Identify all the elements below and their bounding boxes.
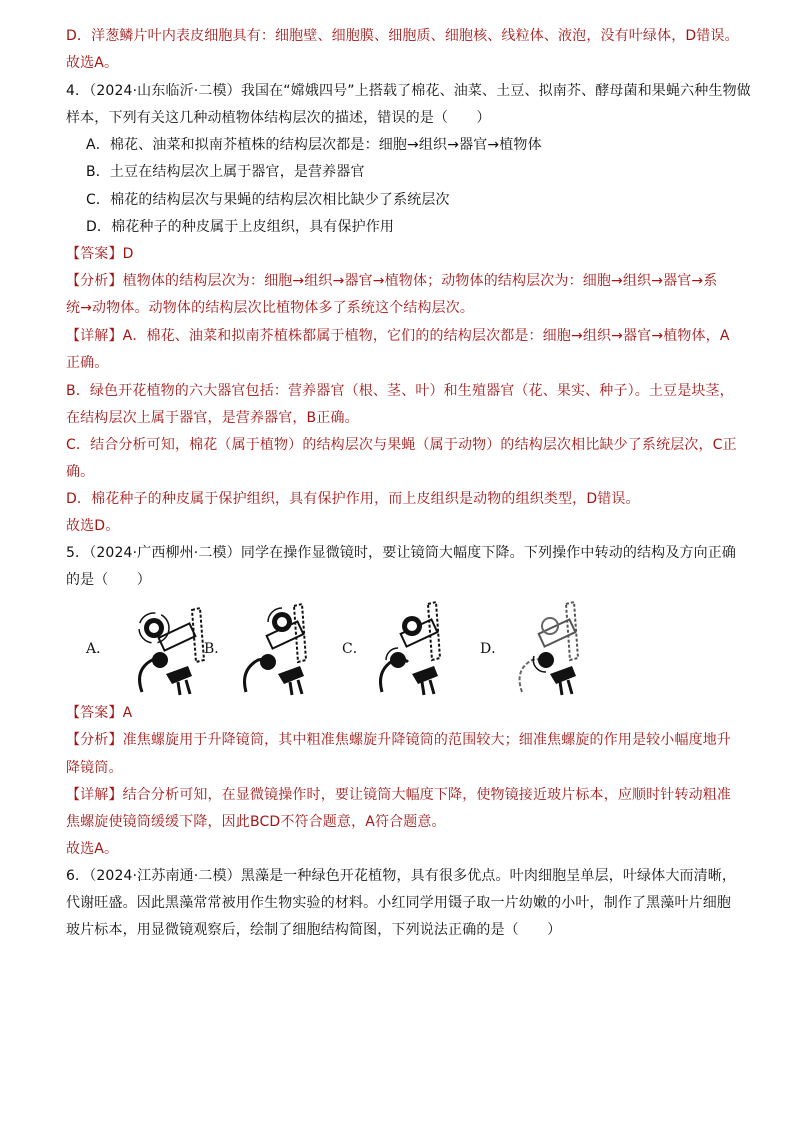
detail: D．棉花种子的种皮属于保护组织，具有保护作用，而上皮组织是动物的组织类型，D错误。 (66, 491, 640, 507)
figure-option-label: B． (204, 641, 229, 657)
analysis: 【分析】植物体的结构层次为：细胞→组织→器官→植物体；动物体的结构层次为：细胞→组织→器官→系 (66, 273, 718, 289)
detail: B．绿色开花植物的六大器官包括：营养器官（根、茎、叶）和生殖器官（花、果实、种子）。土豆是块茎， (66, 383, 734, 399)
detail: 确。 (66, 464, 95, 480)
answer: 【答案】D (66, 246, 134, 262)
figure-option-label: A． (86, 641, 111, 657)
question-4-stem: 样本，下列有关这几种动植物体结构层次的描述，错误的是（ ） (66, 110, 491, 126)
microscope-icon (122, 600, 212, 696)
figure-option-label: D． (480, 641, 506, 657)
detail: 焦螺旋使镜筒缓缓下降，因此BCD不符合题意，A符合题意。 (66, 814, 446, 830)
question-6-stem: 6．（2024·江苏南通·二模）黑藻是一种绿色开花植物，具有很多优点。叶肉细胞呈单层，叶绿体大而清晰， (66, 868, 737, 884)
analysis: 统→动物体。动物体的结构层次比植物体多了系统这个结构层次。 (66, 300, 475, 316)
microscope-icon (372, 600, 462, 696)
question-6-stem: 代谢旺盛。因此黑藻常常被用作生物实验的材料。小红同学用镊子取一片幼嫩的小叶，制作了黑藻叶片细胞 (66, 895, 732, 911)
option-c: C．棉花的结构层次与果蝇的结构层次相比缺少了系统层次 (86, 192, 450, 208)
question-5-stem: 5．（2024·广西柳州·二模）同学在操作显微镜时，要让镜筒大幅度下降。下列操作中转动的结构及方向正确 (66, 545, 737, 561)
analysis: 降镜筒。 (66, 760, 123, 776)
figure-option-label: C． (342, 641, 367, 657)
option-b: B．土豆在结构层次上属于器官，是营养器官 (86, 164, 365, 180)
option-d: D．棉花种子的种皮属于上皮组织，具有保护作用 (86, 219, 395, 235)
text-line: 故选A。 (66, 55, 119, 71)
conclusion: 故选D。 (66, 518, 120, 534)
detail: 【详解】结合分析可知，在显微镜操作时，要让镜筒大幅度下降，使物镜接近玻片标本，应顺时针转动粗准 (66, 787, 732, 803)
microscope-icon (238, 600, 328, 696)
question-6-stem: 玻片标本，用显微镜观察后，绘制了细胞结构简图，下列说法正确的是（ ） (66, 922, 562, 938)
detail: 【详解】A．棉花、油菜和拟南芥植株都属于植物，它们的的结构层次都是：细胞→组织→器官→植物体，A (66, 328, 730, 344)
question-4-stem: 4．（2024·山东临沂·二模）我国在“嫦娥四号”上搭载了棉花、油菜、土豆、拟南芥、酵母菌和果蝇六种生物做 (66, 83, 751, 99)
analysis: 【分析】准焦螺旋用于升降镜筒，其中粗准焦螺旋升降镜筒的范围较大；细准焦螺旋的作用是较小幅度地升 (66, 732, 732, 748)
microscope-icon (510, 600, 600, 696)
conclusion: 故选A。 (66, 841, 119, 857)
answer: 【答案】A (66, 705, 133, 721)
microscope-options-figure (86, 600, 606, 696)
text-line: D．洋葱鳞片叶内表皮细胞具有：细胞壁、细胞膜、细胞质、细胞核、线粒体、液泡，没有叶绿体，D错误。 (66, 28, 739, 44)
detail: C．结合分析可知，棉花（属于植物）的结构层次与果蝇（属于动物）的结构层次相比缺少了系统层次，C正 (66, 437, 737, 453)
detail: 正确。 (66, 355, 109, 371)
question-5-stem: 的是（ ） (66, 572, 151, 588)
detail: 在结构层次上属于器官，是营养器官，B正确。 (66, 410, 359, 426)
option-a: A．棉花、油菜和拟南芥植株的结构层次都是：细胞→组织→器官→植物体 (86, 137, 542, 153)
